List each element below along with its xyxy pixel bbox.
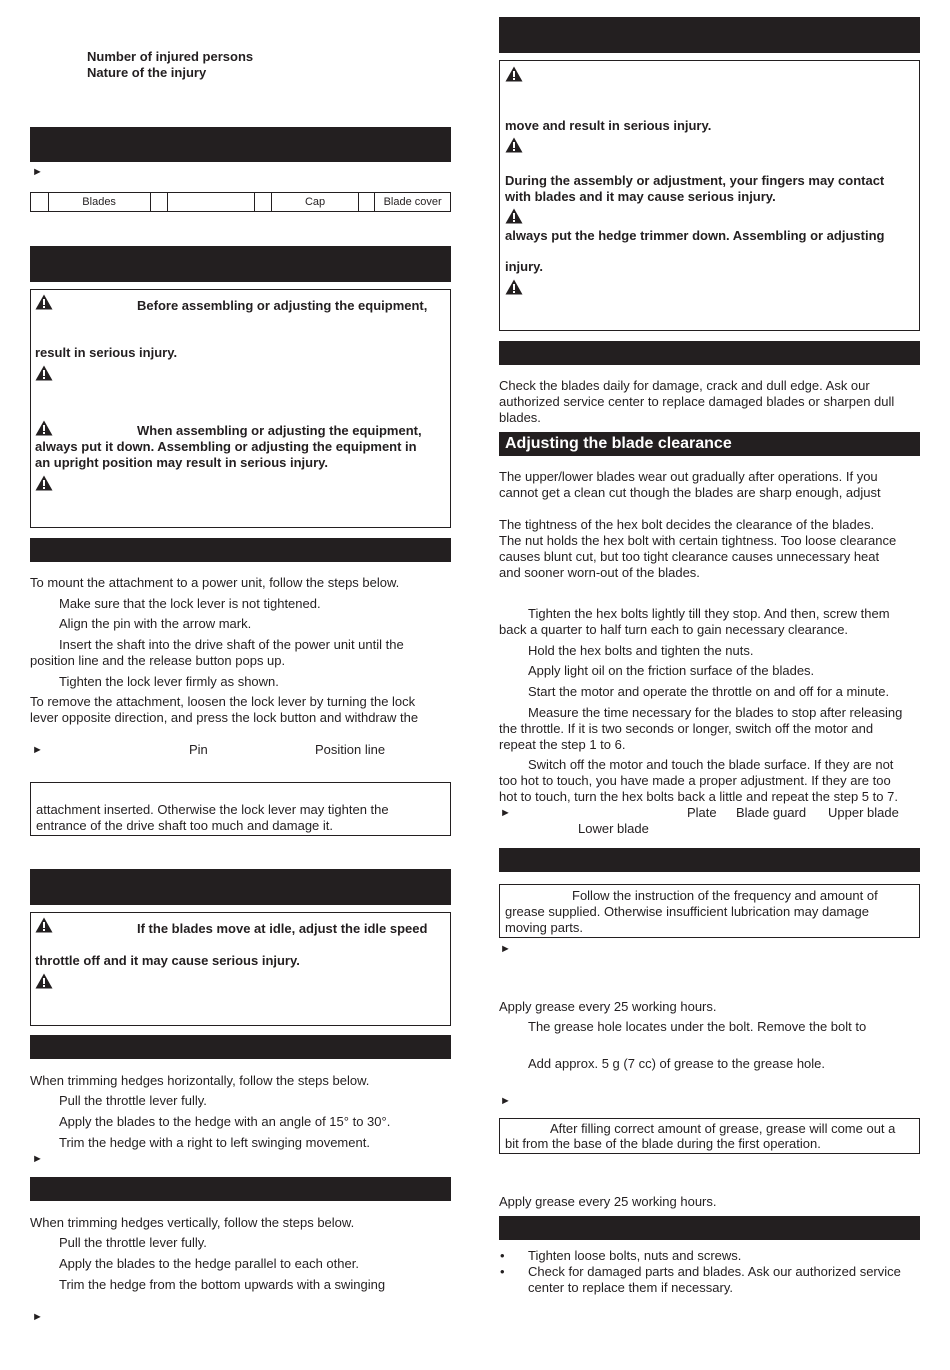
figure-arrow-icon: ► xyxy=(500,943,511,955)
clearance-step-2: Hold the hex bolts and tighten the nuts. xyxy=(528,643,754,658)
clearance-step-6: Switch off the motor and touch the blade surface. If they are not xyxy=(528,757,894,772)
check-text-3: blades. xyxy=(499,410,541,425)
horizontal-step-3: Trim the hedge with a right to left swinging movement. xyxy=(59,1135,370,1150)
notice-box-mounting xyxy=(30,782,451,836)
parts-cell-blades: Blades xyxy=(48,193,150,212)
clearance-step-1-cont: back a quarter to half turn each to gain necessary clearance. xyxy=(499,622,849,637)
notice-text: Follow the instruction of the frequency and amount of xyxy=(572,888,878,903)
grease-interval-2: Apply grease every 25 working hours. xyxy=(499,1194,717,1209)
notice-text: moving parts. xyxy=(505,920,584,935)
mount-step-3: Insert the shaft into the drive shaft of the power unit until the xyxy=(59,637,404,652)
warning-triangle-icon xyxy=(505,137,523,153)
warning-text: Before assembling or adjusting the equipment, xyxy=(137,298,428,313)
clearance-step-5-cont: the throttle. If it is two seconds or longer, switch off the motor and xyxy=(499,721,874,736)
warning-text: always put the hedge trimmer down. Assembling or adjusting xyxy=(505,228,885,243)
grease-interval: Apply grease every 25 working hours. xyxy=(499,999,717,1014)
figure-label-pin: Pin xyxy=(189,742,208,757)
horizontal-step-2: Apply the blades to the hedge with an angle of 15° to 30°. xyxy=(59,1114,391,1129)
warning-box-operation xyxy=(30,912,451,1026)
clearance-step-5-cont: repeat the step 1 to 6. xyxy=(499,737,626,752)
clearance-text: causes blunt cut, but too tight clearance causes unnecessary heat xyxy=(499,549,880,564)
clearance-step-3: Apply light oil on the friction surface of the blades. xyxy=(528,663,815,678)
notice-text: bit from the base of the blade during the first operation. xyxy=(505,1136,821,1151)
check-text-1: Check the blades daily for damage, crack and dull edge. Ask our xyxy=(499,378,870,393)
notice-text: attachment inserted. Otherwise the lock lever may tighten the xyxy=(36,802,389,817)
warning-text: injury. xyxy=(505,259,544,274)
vertical-intro: When trimming hedges vertically, follow the steps below. xyxy=(30,1215,355,1230)
section-bar-check xyxy=(499,341,920,365)
injury-line-1: Number of injured persons xyxy=(87,49,254,64)
clearance-step-6-cont: hot to touch, turn the hex bolts back a little and repeat the step 5 to 7. xyxy=(499,789,898,804)
figure-arrow-icon: ► xyxy=(500,1095,511,1107)
section-bar-inspection xyxy=(499,1216,920,1240)
notice-text: grease supplied. Otherwise insufficient lubrication may damage xyxy=(505,904,869,919)
parts-cell-cap: Cap xyxy=(272,193,358,212)
warning-text: During the assembly or adjustment, your fingers may contact xyxy=(505,173,885,188)
mount-step-1: Make sure that the lock lever is not tightened. xyxy=(59,596,321,611)
mount-intro: To mount the attachment to a power unit, follow the steps below. xyxy=(30,575,400,590)
remove-text-1: To remove the attachment, loosen the lock lever by turning the lock xyxy=(30,694,416,709)
mount-step-4: Tighten the lock lever firmly as shown. xyxy=(59,674,279,689)
clearance-text: cannot get a clean cut though the blades are sharp enough, adjust xyxy=(499,485,881,500)
figure-arrow-icon: ► xyxy=(32,744,43,756)
vertical-step-1: Pull the throttle lever fully. xyxy=(59,1235,207,1250)
warning-triangle-icon xyxy=(35,917,53,933)
check-text-2: authorized service center to replace damaged blades or sharpen dull xyxy=(499,394,895,409)
mount-step-2: Align the pin with the arrow mark. xyxy=(59,616,252,631)
warning-triangle-icon xyxy=(505,279,523,295)
warning-text: When assembling or adjusting the equipment, xyxy=(137,423,422,438)
parts-cell xyxy=(254,193,272,212)
clearance-title: Adjusting the blade clearance xyxy=(499,432,920,456)
warning-text: result in serious injury. xyxy=(35,345,178,360)
section-bar-assembly xyxy=(30,246,451,282)
bullet-item-2-cont: center to replace them if necessary. xyxy=(528,1280,733,1295)
figure-arrow-icon: ► xyxy=(32,1153,43,1165)
figure-label-upper-blade: Upper blade xyxy=(828,805,899,820)
grease-step-1: The grease hole locates under the bolt. Remove the bolt to xyxy=(528,1019,867,1034)
mount-step-3-cont: position line and the release button pops up. xyxy=(30,653,286,668)
clearance-step-5: Measure the time necessary for the blades to stop after releasing xyxy=(528,705,903,720)
figure-label-lower-blade: Lower blade xyxy=(578,821,649,836)
notice-box-grease-2 xyxy=(499,1118,920,1154)
figure-label-blade-guard: Blade guard xyxy=(736,805,807,820)
warning-triangle-icon xyxy=(505,66,523,82)
figure-arrow-icon: ► xyxy=(32,1311,43,1323)
injury-line-2: Nature of the injury xyxy=(87,65,207,80)
parts-table xyxy=(30,192,451,212)
bullet-item-2: Check for damaged parts and blades. Ask our authorized service xyxy=(528,1264,901,1279)
warning-text: throttle off and it may cause serious injury. xyxy=(35,953,300,968)
parts-cell-blade-cover: Blade cover xyxy=(375,193,451,212)
figure-label-position-line: Position line xyxy=(315,742,386,757)
parts-cell xyxy=(358,193,375,212)
clearance-step-6-cont: too hot to touch, you have made a proper adjustment. If they are too xyxy=(499,773,891,788)
section-bar-vertical xyxy=(30,1177,451,1201)
section-bar-parts xyxy=(30,127,451,162)
notice-text: After filling correct amount of grease, grease will come out a xyxy=(550,1121,896,1136)
section-bar-lubrication xyxy=(499,848,920,872)
bullet-icon: • xyxy=(500,1248,505,1263)
figure-arrow-icon: ► xyxy=(500,807,511,819)
warning-box-maintenance xyxy=(499,60,920,331)
vertical-step-2: Apply the blades to the hedge parallel to each other. xyxy=(59,1256,359,1271)
remove-text-2: lever opposite direction, and press the lock button and withdraw the xyxy=(30,710,419,725)
horizontal-step-1: Pull the throttle lever fully. xyxy=(59,1093,207,1108)
grease-step-2: Add approx. 5 g (7 cc) of grease to the grease hole. xyxy=(528,1056,826,1071)
warning-triangle-icon xyxy=(505,208,523,224)
warning-text: an upright position may result in serious injury. xyxy=(35,455,329,470)
warning-triangle-icon xyxy=(35,973,53,989)
clearance-text: and sooner worn-out of the blades. xyxy=(499,565,700,580)
notice-text: entrance of the drive shaft too much and damage it. xyxy=(36,818,334,833)
parts-cell xyxy=(31,193,49,212)
clearance-text: The nut holds the hex bolt with certain tightness. Too loose clearance xyxy=(499,533,897,548)
clearance-step-4: Start the motor and operate the throttle on and off for a minute. xyxy=(528,684,890,699)
warning-box-assembly xyxy=(30,289,451,528)
notice-box-grease xyxy=(499,884,920,938)
clearance-text: The upper/lower blades wear out gradually after operations. If you xyxy=(499,469,878,484)
parts-cell xyxy=(168,193,255,212)
warning-triangle-icon xyxy=(35,420,53,436)
clearance-step-1: Tighten the hex bolts lightly till they stop. And then, screw them xyxy=(528,606,890,621)
section-bar-horizontal xyxy=(30,1035,451,1059)
warning-triangle-icon xyxy=(35,475,53,491)
warning-text: with blades and it may cause serious injury. xyxy=(505,189,776,204)
clearance-text: The tightness of the hex bolt decides the clearance of the blades. xyxy=(499,517,875,532)
horizontal-intro: When trimming hedges horizontally, follow the steps below. xyxy=(30,1073,370,1088)
warning-text: move and result in serious injury. xyxy=(505,118,712,133)
bullet-item-1: Tighten loose bolts, nuts and screws. xyxy=(528,1248,742,1263)
parts-cell xyxy=(150,193,168,212)
section-bar-maintenance xyxy=(499,17,920,53)
warning-triangle-icon xyxy=(35,294,53,310)
section-bar-operation xyxy=(30,869,451,905)
vertical-step-3: Trim the hedge from the bottom upwards with a swinging xyxy=(59,1277,386,1292)
section-bar-mounting xyxy=(30,538,451,562)
warning-triangle-icon xyxy=(35,365,53,381)
figure-label-plate: Plate xyxy=(687,805,717,820)
warning-text: always put it down. Assembling or adjusting the equipment in xyxy=(35,439,417,454)
bullet-icon: • xyxy=(500,1264,505,1279)
warning-text: If the blades move at idle, adjust the idle speed xyxy=(137,921,428,936)
figure-arrow-icon: ► xyxy=(32,166,43,178)
